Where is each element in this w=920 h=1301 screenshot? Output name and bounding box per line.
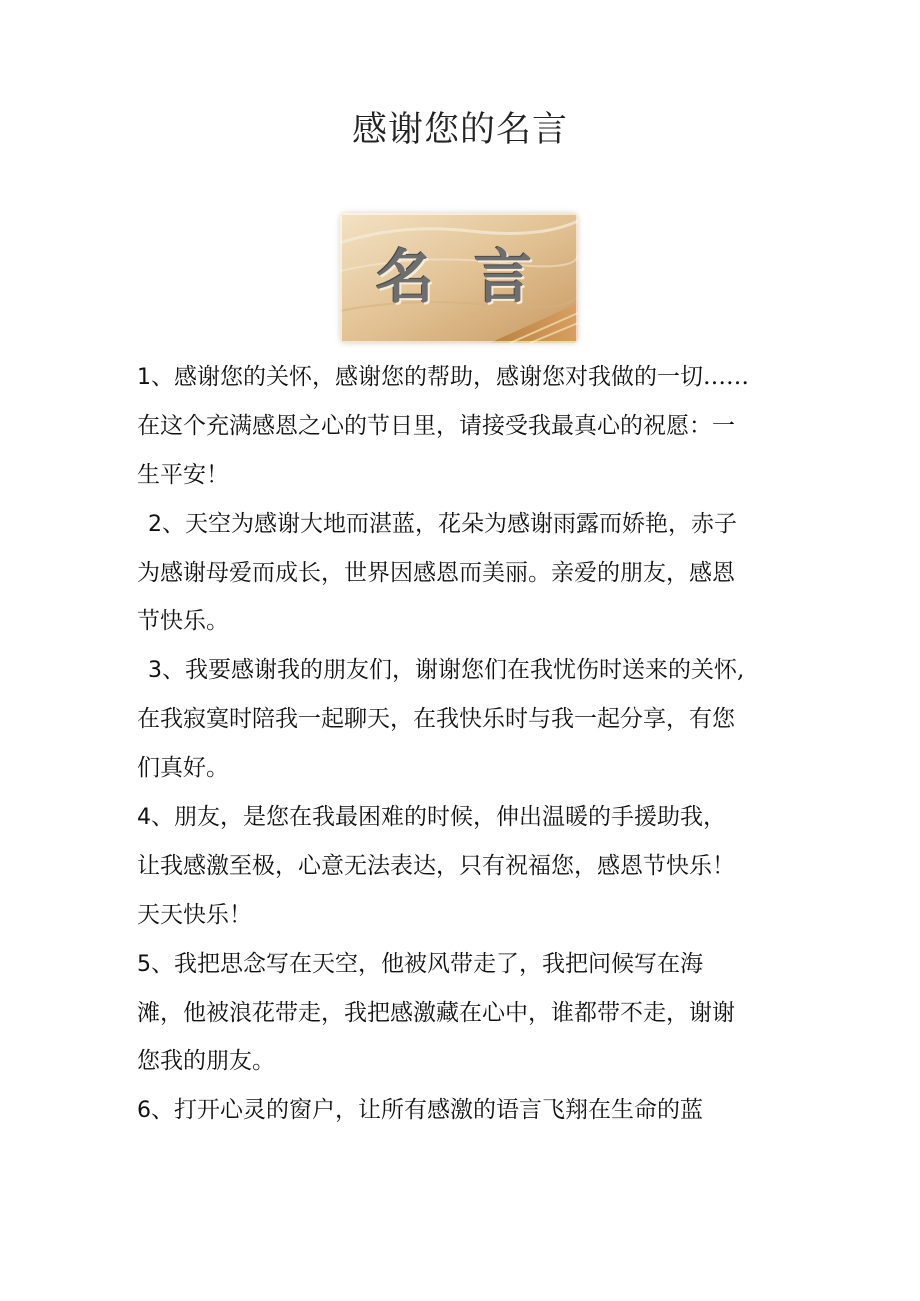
line-text: 们真好。	[137, 755, 229, 782]
line-text: 节快乐。	[137, 608, 229, 635]
line-text: 、天空为感谢大地而湛蓝，花朵为感谢雨露而娇艳，赤子	[162, 510, 737, 537]
line-text: 为感谢母爱而成长，世界因感恩而美丽。亲爱的朋友，感恩	[137, 559, 735, 586]
item-number: 6	[137, 1098, 151, 1124]
text-line	[137, 891, 787, 940]
text-line	[137, 695, 787, 744]
line-text: 您我的朋友。	[137, 1048, 275, 1075]
item-number: 5	[137, 951, 151, 977]
line-text: 滩，他被浪花带走，我把感激藏在心中，谁都带不走，谢谢	[137, 999, 735, 1026]
line-text: 、感谢您的关怀，感谢您的帮助，感谢您对我做的一切……	[151, 364, 749, 390]
text-line	[137, 402, 787, 451]
line-text: 天天快乐！	[137, 901, 252, 928]
item-number: 1	[137, 365, 151, 390]
line-text: 让我感激至极，心意无法表达，只有祝福您，感恩节快乐！	[137, 852, 735, 879]
text-line	[137, 646, 787, 695]
line-text: 、我要感谢我的朋友们，谢谢您们在我忧伤时送来的关怀,	[162, 657, 745, 684]
item-number: 2	[148, 511, 162, 537]
line-text: 生平安！	[137, 461, 229, 488]
text-line	[137, 549, 787, 598]
text-line	[137, 597, 787, 646]
item-number: 3	[148, 658, 162, 684]
banner-image	[340, 213, 578, 343]
page-title: 感谢您的名言	[351, 110, 568, 150]
line-text: 在我寂寞时陪我一起聊天，在我快乐时与我一起分享，有您	[137, 706, 735, 733]
text-line	[137, 1037, 787, 1086]
text-line	[137, 989, 787, 1038]
text-line	[137, 940, 787, 989]
text-line	[137, 744, 787, 793]
text-line	[137, 842, 787, 891]
line-text: 在这个充满感恩之心的节日里，请接受我最真心的祝愿：一	[137, 412, 735, 439]
text-line	[137, 451, 787, 500]
item-number: 4	[137, 805, 151, 831]
text-line	[137, 500, 787, 549]
text-line	[137, 353, 787, 402]
line-text: 、打开心灵的窗户，让所有感激的语言飞翔在生命的蓝	[151, 1097, 703, 1124]
banner-text: 名 言	[375, 243, 543, 311]
text-line	[137, 793, 787, 842]
body-text	[137, 353, 787, 1135]
text-line	[137, 1086, 787, 1135]
line-text: 、我把思念写在天空，他被风带走了，我把问候写在海	[151, 950, 703, 977]
line-text: 、朋友，是您在我最困难的时候，伸出温暖的手援助我，	[151, 804, 726, 831]
